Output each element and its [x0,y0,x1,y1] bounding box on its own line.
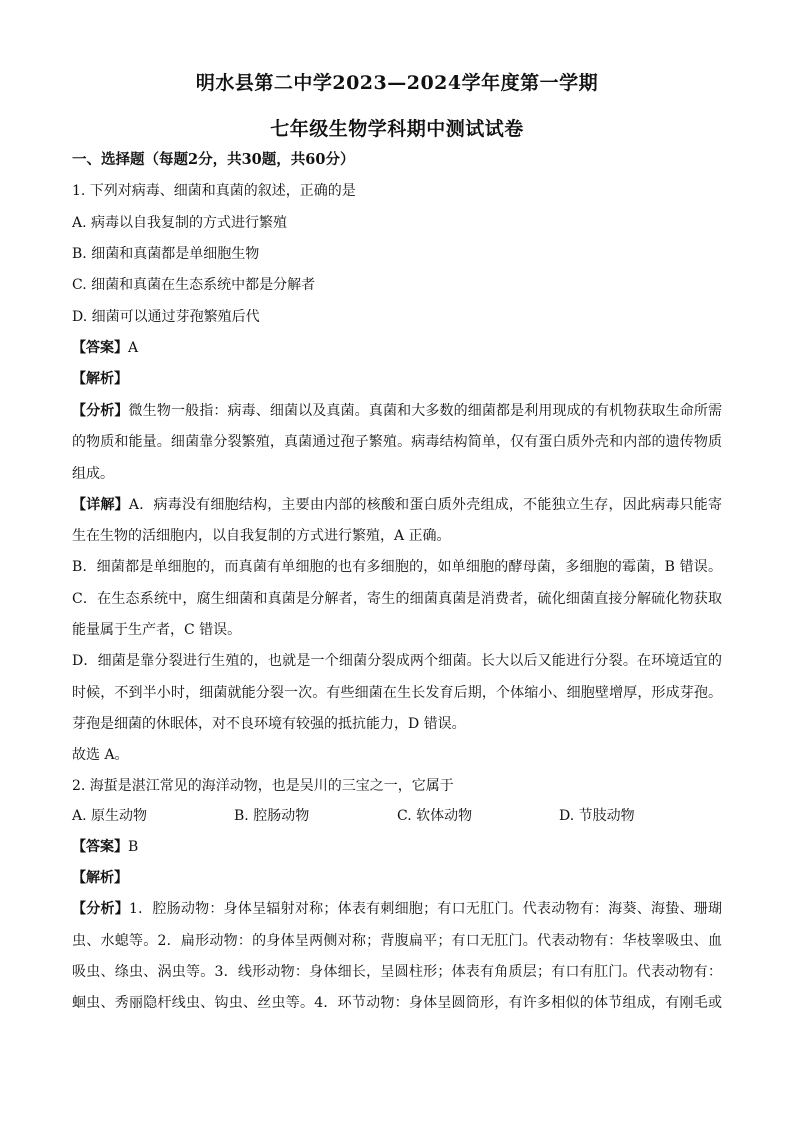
question-1-fenxi-line-2: 的物质和能量。细菌靠分裂繁殖，真菌通过孢子繁殖。病毒结构简单，仅有蛋白质外壳和内部的遗传物质 [72,434,722,450]
question-1-xiangjie-line-1 [72,495,722,515]
question-2-answer [72,837,722,857]
question-1-fenxi-line-3: 组成。 [72,466,114,482]
question-2-fenxi-line-4: 蛔虫、秀丽隐杆线虫、钩虫、丝虫等。4．环节动物：身体呈圆筒形，有许多相似的体节组成，有刚毛或 [72,995,722,1011]
fenxi-tag: 【分析】 [72,403,129,419]
question-1-analysis-tag: 【解析】 [72,371,128,387]
question-1-option-d: D. 细菌可以通过芽孢繁殖后代 [72,309,260,325]
question-2-fenxi-line-3: 吸虫、绦虫、涡虫等。3．线形动物：身体细长，呈圆柱形；体表有角质层；有口有肛门。代表动物有： [72,964,722,980]
question-1-option-b: B. 细菌和真菌都是单细胞生物 [72,246,260,262]
question-1-stem: 1. 下列对病毒、细菌和真菌的叙述，正确的是 [72,183,356,199]
exam-title: 明水县第二中学2023—2024学年度第一学期 [195,72,599,94]
question-1-xiangjie-line-7: 时候，不到半小时，细菌就能分裂一次。有些细菌在生长发育后期，个体缩小、细胞壁增厚，形成芽孢。 [72,685,722,701]
xiangjie-tag: 【详解】 [72,497,129,513]
question-1-answer [72,338,722,358]
fenxi-tag: 【分析】 [72,901,129,917]
fenxi-text: 微生物一般指：病毒、细菌以及真菌。真菌和大多数的细菌都是利用现成的有机物获取生命所需 [128,403,723,419]
question-2-option-d: D. 节肢动物 [559,808,635,824]
question-2-option-a: A. 原生动物 [72,808,148,824]
question-1-fenxi-line-1 [72,401,722,421]
question-1-conclusion: 故选 A。 [72,747,129,763]
exam-subtitle: 七年级生物学科期中测试试卷 [270,118,524,140]
section-heading: 一、选择题（每题2分，共30题，共60分） [72,151,355,168]
question-1-option-c: C. 细菌和真菌在生态系统中都是分解者 [72,277,316,293]
question-1-xiangjie-line-2: 生在生物的活细胞内，以自我复制的方式进行繁殖，A 正确。 [72,528,451,544]
question-2-analysis-tag: 【解析】 [72,870,128,886]
question-1-xiangjie-line-6: D．细菌是靠分裂进行生殖的，也就是一个细菌分裂成两个细菌。长大以后又能进行分裂。在环境适宜的 [72,653,722,669]
question-2-fenxi-line-1 [72,899,722,919]
question-2-stem: 2. 海蜇是湛江常见的海洋动物，也是吴川的三宝之一，它属于 [72,778,454,794]
question-2-option-b: B. 腔肠动物 [234,808,310,824]
question-1-xiangjie-line-5: 能量属于生产者，C 错误。 [72,622,242,638]
question-1-xiangjie-line-3: B．细菌都是单细胞的，而真菌有单细胞的也有多细胞的，如单细胞的酵母菌，多细胞的霉菌，B 错误。 [72,559,722,575]
answer-value: B [128,839,139,855]
answer-value: A [128,340,139,356]
question-2-option-c: C. 软体动物 [397,808,473,824]
question-2-fenxi-line-2: 虫、水螅等。2．扁形动物：的身体呈两侧对称；背腹扁平；有口无肛门。代表动物有：华枝睾吸虫、血 [72,933,722,949]
answer-tag: 【答案】 [72,839,128,855]
question-1-option-a: A. 病毒以自我复制的方式进行繁殖 [72,215,288,231]
question-1-xiangjie-line-4: C．在生态系统中，腐生细菌和真菌是分解者，寄生的细菌真菌是消费者，硫化细菌直接分解硫化物获取 [72,591,722,607]
xiangjie-text: A．病毒没有细胞结构，主要由内部的核酸和蛋白质外壳组成，不能独立生存，因此病毒只能寄 [128,497,723,513]
answer-tag: 【答案】 [72,340,128,356]
question-1-xiangjie-line-8: 芽孢是细菌的休眠体，对不良环境有较强的抵抗能力，D 错误。 [72,716,466,732]
fenxi-text: 1．腔肠动物：身体呈辐射对称；体表有刺细胞；有口无肛门。代表动物有：海葵、海蛰、珊瑚 [129,901,723,917]
